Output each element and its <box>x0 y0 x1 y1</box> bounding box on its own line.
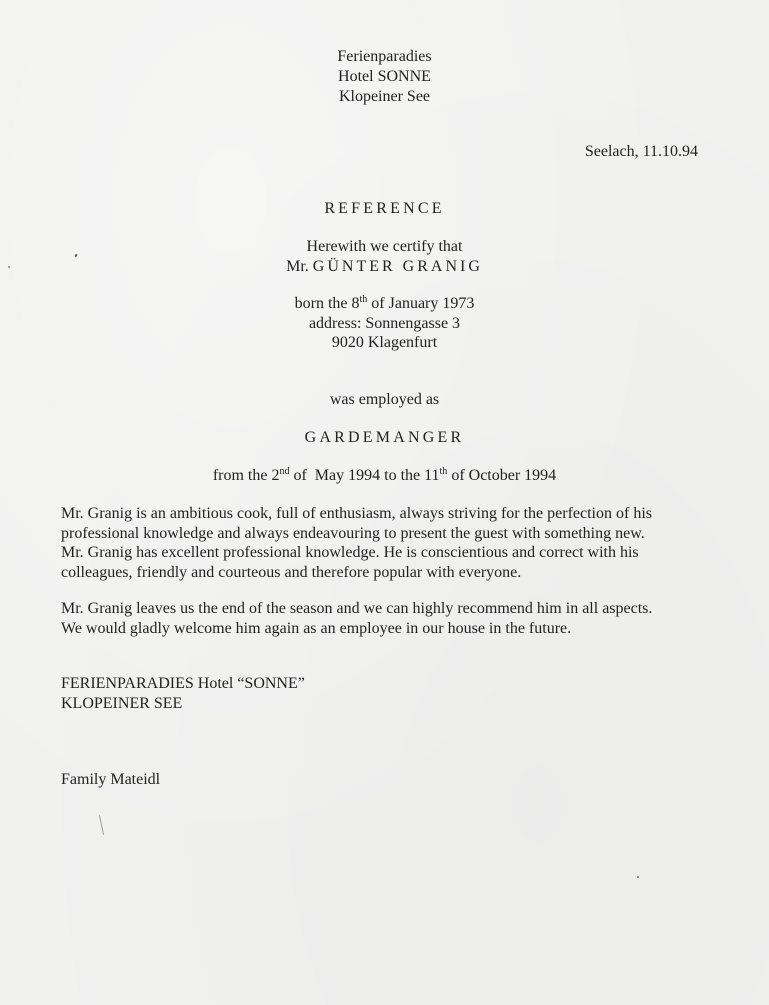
period-sup-1: nd <box>279 466 290 477</box>
paragraph-1-line-4: colleagues, friendly and courteous and therefore popular with everyone. <box>61 563 522 581</box>
scan-speck <box>637 876 639 878</box>
birth-post: of January 1973 <box>367 295 475 312</box>
name-prefix: Mr. <box>286 258 309 275</box>
period-pre: from the 2 <box>212 467 280 484</box>
position-title: GARDEMANGER <box>304 429 465 446</box>
signature-name: Family Mateidl <box>61 771 161 788</box>
paragraph-2-line-1: Mr. Granig leaves us the end of the season and we can highly recommend him in all aspects. <box>61 600 653 617</box>
closing-line-1: FERIENPARADIES Hotel “SONNE” <box>61 675 305 692</box>
birth-line <box>0 294 769 314</box>
letterhead <box>0 47 769 107</box>
paragraph-2-line-2: We would gladly welcome him again as an employee in our house in the future. <box>61 619 572 637</box>
period-sup-2: th <box>439 466 448 477</box>
period-post: of October 1994 <box>447 467 557 484</box>
address-line-2: 9020 Klagenfurt <box>331 334 438 351</box>
place-date: Seelach, 11.10.94 <box>584 143 698 160</box>
certify-intro: Herewith we certify that <box>306 238 463 255</box>
paragraph-1-line-1: Mr. Granig is an ambitious cook, full of enthusiasm, always striving for the perfection of his <box>61 505 652 522</box>
paragraph-1-line-2: professional knowledge and always endeavouring to present the guest with something new. <box>61 524 645 542</box>
scan-speck <box>99 815 104 835</box>
employee-name-line <box>0 257 769 277</box>
letterhead-line-3: Klopeiner See <box>338 88 431 105</box>
paragraph-1-line-3: Mr. Granig has excellent professional knowledge. He is conscientious and correct with his <box>61 544 639 561</box>
birth-sup: th <box>359 294 368 305</box>
scan-speck <box>8 266 10 268</box>
document-title: REFERENCE <box>324 200 445 217</box>
period-mid: of May 1994 to the 11 <box>289 467 440 484</box>
address-line-1: address: Sonnengasse 3 <box>308 315 461 332</box>
closing-block <box>61 674 305 713</box>
letterhead-line-1: Ferienparadies <box>337 48 432 65</box>
employee-name: GÜNTER GRANIG <box>312 258 483 275</box>
closing-line-2: KLOPEINER SEE <box>61 694 183 712</box>
employed-as: was employed as <box>329 391 440 408</box>
letterhead-line-2: Hotel SONNE <box>338 68 431 85</box>
birth-pre: born the 8 <box>294 295 360 312</box>
paragraph-1 <box>61 504 652 582</box>
paragraph-2 <box>61 599 652 638</box>
employment-period <box>0 466 769 486</box>
